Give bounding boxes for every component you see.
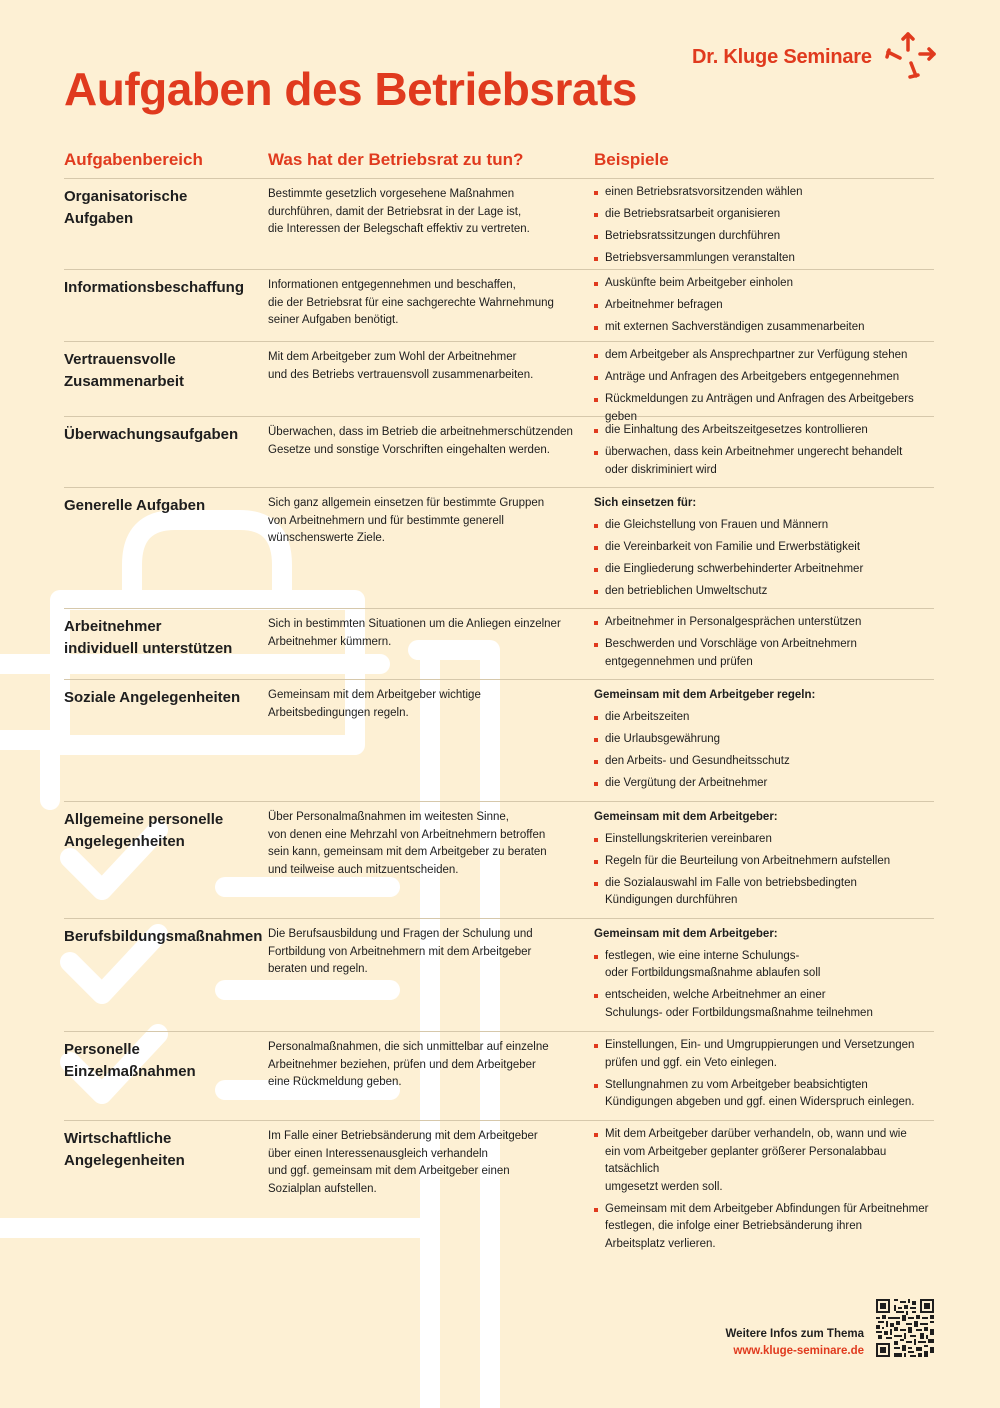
footer-url[interactable]: www.kluge-seminare.de [733,1345,864,1357]
list-item: die Arbeitszeiten [594,709,934,727]
row-area: Organisatorische Aufgaben [64,188,188,227]
tasks-table [64,148,934,1250]
row-examples [594,802,934,918]
list-item: Regeln für die Beurteilung von Arbeitnehmern aufstellen [594,853,934,871]
header-examples: Beispiele [594,150,669,169]
list-item: die Vergütung der Arbeitnehmer [594,775,934,793]
table-row [64,417,934,488]
list-item: Betriebsratssitzungen durchführen [594,228,934,246]
list-item: den Arbeits- und Gesundheitsschutz [594,753,934,771]
row-task: Mit dem Arbeitgeber zum Wohl der Arbeitnehmer und des Betriebs vertrauensvoll zusammenarbeiten. [268,351,534,381]
list-item: Einstellungen, Ein- und Umgruppierungen und Versetzungen prüfen und ggf. ein Veto einlegen. [594,1037,934,1072]
list-item: festlegen, wie eine interne Schulungs- oder Fortbildungsmaßnahme ablaufen soll [594,948,934,983]
row-area: Personelle Einzelmaßnahmen [64,1041,196,1080]
list-item: Arbeitnehmer in Personalgesprächen unterstützen [594,614,934,632]
examples-intro: Gemeinsam mit dem Arbeitgeber: [594,928,778,940]
table-row [64,1121,934,1250]
table-header [64,148,934,179]
header-task: Was hat der Betriebsrat zu tun? [268,150,524,169]
row-task: Die Berufsausbildung und Fragen der Schulung und Fortbildung von Arbeitnehmern mit dem Arbeitgeber beraten und regeln. [268,928,533,975]
row-area: Überwachungsaufgaben [64,426,239,443]
row-task: Informationen entgegennehmen und beschaffen, die der Betriebsrat für eine sachgerechte Wahrnehmung seiner Aufgaben benötigt. [268,279,554,326]
list-item: Stellungnahmen zu vom Arbeitgeber beabsichtigten Kündigungen abgeben und ggf. einen Widerspruch einlegen. [594,1077,934,1112]
table-row [64,342,934,423]
list-item: Rückmeldungen zu Anträgen und Anfragen des Arbeitgebers geben [594,391,934,426]
list-item: die Eingliederung schwerbehinderter Arbeitnehmer [594,561,934,579]
row-examples [594,417,934,487]
list-item: den betrieblichen Umweltschutz [594,583,934,601]
table-row [64,609,934,680]
footer-label: Weitere Infos zum Thema [725,1328,864,1340]
list-item: die Gleichstellung von Frauen und Männern [594,517,934,535]
list-item: Gemeinsam mit dem Arbeitgeber Abfindungen für Arbeitnehmer festlegen, die infolge einer Betriebsänderung ihren Arbeitsplatz verlieren. [594,1201,934,1254]
list-item: Anträge und Anfragen des Arbeitgebers entgegennehmen [594,369,934,387]
row-examples [594,488,934,608]
row-area: Generelle Aufgaben [64,497,206,514]
row-task: Sich in bestimmten Situationen um die Anliegen einzelner Arbeitnehmer kümmern. [268,618,561,648]
row-area: Berufsbildungsmaßnahmen [64,928,263,945]
page-title: Aufgaben des Betriebsrats [64,63,637,115]
arrows-logo-icon [884,30,938,84]
examples-intro: Gemeinsam mit dem Arbeitgeber regeln: [594,689,816,701]
row-task: Über Personalmaßnahmen im weitesten Sinne, von denen eine Mehrzahl von Arbeitnehmern betroffen sein kann, gemeinsam mit dem Arbeitgeber zu beraten und teilweise auch mitzuentscheiden. [268,811,547,876]
row-examples [594,179,934,269]
row-task: Sich ganz allgemein einsetzen für bestimmte Gruppen von Arbeitnehmern und für bestimmte generell wünschenswerte Ziele. [268,497,545,544]
list-item: die Vereinbarkeit von Familie und Erwerbstätigkeit [594,539,934,557]
header-area: Aufgabenbereich [64,150,203,169]
list-item: dem Arbeitgeber als Ansprechpartner zur Verfügung stehen [594,347,934,365]
brand-name: Dr. Kluge Seminare [692,46,872,68]
list-item: die Sozialauswahl im Falle von betriebsbedingten Kündigungen durchführen [594,875,934,910]
list-item: Mit dem Arbeitgeber darüber verhandeln, ob, wann und wie ein vom Arbeitgeber geplanter größerer Personalabbau tatsächlich umgesetzt werden soll. [594,1126,934,1196]
row-examples [594,1032,934,1120]
row-task: Personalmaßnahmen, die sich unmittelbar auf einzelne Arbeitnehmer beziehen, prüfen und dem Arbeitgeber eine Rückmeldung geben. [268,1041,549,1088]
table-row [64,802,934,919]
table-row [64,179,934,270]
row-area: Vertrauensvolle Zusammenarbeit [64,351,185,390]
row-examples [594,342,934,423]
qr-code-icon[interactable] [876,1299,934,1357]
list-item: die Urlaubsgewährung [594,731,934,749]
list-item: einen Betriebsratsvorsitzenden wählen [594,184,934,202]
list-item: Einstellungskriterien vereinbaren [594,831,934,849]
list-item: die Einhaltung des Arbeitszeitgesetzes kontrollieren [594,422,934,440]
row-examples [594,270,934,341]
examples-intro: Gemeinsam mit dem Arbeitgeber: [594,811,778,823]
row-area: Arbeitnehmer individuell unterstützen [64,618,233,657]
examples-intro: Sich einsetzen für: [594,497,697,509]
row-area: Informationsbeschaffung [64,279,245,296]
row-area: Wirtschaftliche Angelegenheiten [64,1130,185,1169]
table-row [64,919,934,1032]
table-row [64,680,934,802]
list-item: überwachen, dass kein Arbeitnehmer ungerecht behandelt oder diskriminiert wird [594,444,934,479]
list-item: Beschwerden und Vorschläge von Arbeitnehmern entgegennehmen und prüfen [594,636,934,671]
row-task: Gemeinsam mit dem Arbeitgeber wichtige Arbeitsbedingungen regeln. [268,689,481,719]
list-item: Auskünfte beim Arbeitgeber einholen [594,275,934,293]
table-row [64,1032,934,1121]
list-item: Arbeitnehmer befragen [594,297,934,315]
row-area: Allgemeine personelle Angelegenheiten [64,811,224,850]
table-row [64,488,934,609]
row-examples [594,680,934,801]
row-task: Im Falle einer Betriebsänderung mit dem Arbeitgeber über einen Interessenausgleich verhandeln und ggf. gemeinsam mit dem Arbeitgeber einen Sozialplan aufstellen. [268,1130,538,1195]
list-item: entscheiden, welche Arbeitnehmer an einer Schulungs- oder Fortbildungsmaßnahme teilnehmen [594,987,934,1022]
row-examples [594,919,934,1031]
row-examples [594,609,934,679]
list-item: die Betriebsratsarbeit organisieren [594,206,934,224]
row-examples [594,1121,934,1250]
list-item: Betriebsversammlungen veranstalten [594,250,934,268]
row-task: Überwachen, dass im Betrieb die arbeitnehmerschützenden Gesetze und sonstige Vorschriften eingehalten werden. [268,426,573,456]
row-task: Bestimmte gesetzlich vorgesehene Maßnahmen durchführen, damit der Betriebsrat in der Lage ist, die Interessen der Belegschaft effektiv zu vertreten. [268,188,530,235]
row-area: Soziale Angelegenheiten [64,689,241,706]
table-row [64,270,934,342]
list-item: mit externen Sachverständigen zusammenarbeiten [594,319,934,337]
